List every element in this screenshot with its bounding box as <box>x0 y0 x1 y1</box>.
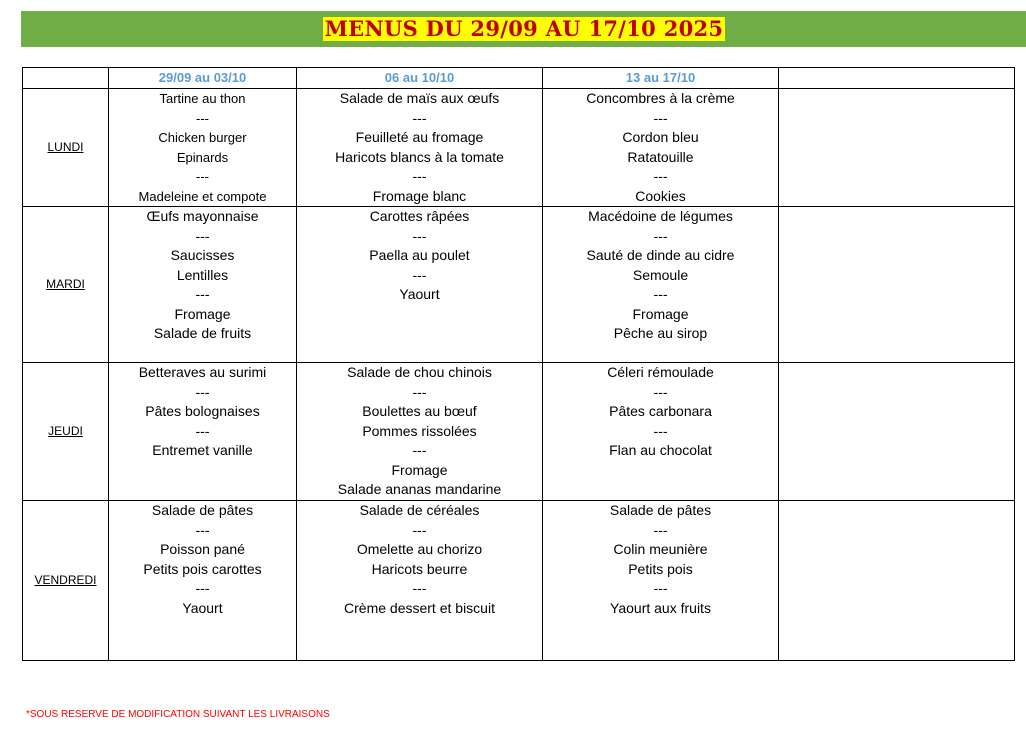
menu-item: Petits pois carottes <box>143 560 262 577</box>
menu-item: Carottes râpées <box>369 208 470 224</box>
menu-item: Fromage <box>174 305 231 322</box>
menu-cell <box>543 207 779 363</box>
menu-item: Fromage blanc <box>372 187 467 204</box>
menu-cell <box>109 363 297 501</box>
menu-item: Macédoine de légumes <box>588 208 733 224</box>
header-cell-week-2: 06 au 10/10 <box>297 68 543 89</box>
menu-item: Pêche au sirop <box>613 325 708 341</box>
menu-item: --- <box>412 383 427 400</box>
menu-cell <box>779 89 1015 207</box>
menu-item: Semoule <box>632 266 689 283</box>
page-title: MENUS DU 29/09 AU 17/10 2025 <box>324 16 724 41</box>
menu-item: Salade ananas mandarine <box>337 481 502 497</box>
menu-item: --- <box>412 442 427 458</box>
menu-item: Céleri rémoulade <box>607 364 714 380</box>
day-label: MARDI <box>23 207 109 363</box>
menu-item: --- <box>653 286 668 302</box>
menu-item: --- <box>412 109 427 126</box>
menu-cell <box>297 501 543 661</box>
menu-item: Lentilles <box>176 266 229 283</box>
menu-item: --- <box>653 168 668 184</box>
day-label: VENDREDI <box>23 501 109 661</box>
menu-item: Tartine au thon <box>159 91 246 106</box>
header-cell-empty <box>779 68 1015 89</box>
menu-item: --- <box>653 109 668 126</box>
menu-item: Salade de maïs aux œufs <box>339 90 500 106</box>
menu-item: Salade de chou chinois <box>347 364 492 380</box>
table-row <box>23 207 1015 363</box>
menu-item: Petits pois <box>628 560 693 577</box>
menu-item: --- <box>195 580 210 596</box>
menu-item: Fromage <box>391 461 448 478</box>
menu-item: Paella au poulet <box>369 247 470 263</box>
menu-item: --- <box>653 422 668 439</box>
menu-item: Salade de céréales <box>359 502 480 518</box>
menu-cell <box>543 363 779 501</box>
menu-item: Pâtes carbonara <box>609 403 712 419</box>
menu-item: Sauté de dinde au cidre <box>586 247 735 263</box>
menu-item: Salade de pâtes <box>609 502 712 518</box>
menu-item: Epinards <box>176 149 229 165</box>
menu-cell <box>543 89 779 207</box>
menu-item: Madeleine et compote <box>138 188 267 204</box>
menu-item: Yaourt aux fruits <box>610 599 711 616</box>
day-label: LUNDI <box>23 89 109 207</box>
menu-item: Haricots beurre <box>371 560 468 577</box>
table-row <box>23 89 1015 207</box>
header-cell-corner <box>23 68 109 89</box>
menu-item: --- <box>412 521 427 538</box>
menu-item: Ratatouille <box>627 148 694 165</box>
menu-item: --- <box>653 580 668 596</box>
menu-item: --- <box>196 169 209 184</box>
menu-item: Entremet vanille <box>152 442 253 458</box>
menu-item: Yaourt <box>399 286 440 302</box>
menu-item: Betteraves au surimi <box>138 364 267 380</box>
menu-item: Feuilleté au fromage <box>355 129 484 145</box>
menu-cell <box>543 501 779 661</box>
menu-item: Fromage <box>632 305 689 322</box>
menu-item: Salade de fruits <box>153 325 252 341</box>
footnote: *SOUS RESERVE DE MODIFICATION SUIVANT LES LIVRAISONS <box>26 709 330 720</box>
menu-item: --- <box>653 521 668 538</box>
menu-item: --- <box>412 168 427 184</box>
menu-item: Saucisses <box>170 247 235 263</box>
menu-cell <box>779 501 1015 661</box>
menu-cell <box>297 207 543 363</box>
menu-item: Salade de pâtes <box>151 502 254 518</box>
menu-table <box>22 67 1015 661</box>
header-row <box>23 68 1015 89</box>
menu-item: Haricots blancs à la tomate <box>335 148 504 165</box>
menu-cell <box>297 89 543 207</box>
title-banner <box>21 11 1026 47</box>
menu-item: Chicken burger <box>158 130 247 145</box>
day-label: JEUDI <box>23 363 109 501</box>
menu-item: Colin meunière <box>613 541 708 557</box>
menu-cell <box>779 363 1015 501</box>
menu-item: Concombres à la crème <box>586 90 735 106</box>
menu-item: --- <box>412 227 427 244</box>
menu-item: --- <box>196 110 209 126</box>
menu-item: --- <box>195 286 210 302</box>
menu-item: --- <box>412 580 427 596</box>
menu-cell <box>109 501 297 661</box>
menu-cell <box>109 89 297 207</box>
header-cell-week-1: 29/09 au 03/10 <box>109 68 297 89</box>
menu-cell <box>297 363 543 501</box>
header-cell-week-3: 13 au 17/10 <box>543 68 779 89</box>
menu-item: --- <box>412 266 427 283</box>
menu-cell <box>109 207 297 363</box>
menu-item: --- <box>195 521 210 538</box>
table-row <box>23 501 1015 661</box>
menu-item: --- <box>195 383 210 400</box>
menu-item: --- <box>195 422 210 439</box>
menu-item: --- <box>653 383 668 400</box>
menu-item: Yaourt <box>182 599 223 616</box>
menu-item: Œufs mayonnaise <box>146 208 259 224</box>
menu-cell <box>779 207 1015 363</box>
menu-item: Pommes rissolées <box>362 422 477 439</box>
menu-item: --- <box>653 227 668 244</box>
menu-item: Boulettes au bœuf <box>362 403 477 419</box>
menu-item: Cordon bleu <box>622 129 699 145</box>
menu-item: Pâtes bolognaises <box>145 403 260 419</box>
menu-item: --- <box>195 227 210 244</box>
menu-item: Cookies <box>635 187 686 204</box>
table-row <box>23 363 1015 501</box>
menu-item: Crème dessert et biscuit <box>344 599 495 616</box>
menu-item: Poisson pané <box>160 541 245 557</box>
menu-item: Flan au chocolat <box>609 442 712 458</box>
menu-item: Omelette au chorizo <box>356 541 483 557</box>
